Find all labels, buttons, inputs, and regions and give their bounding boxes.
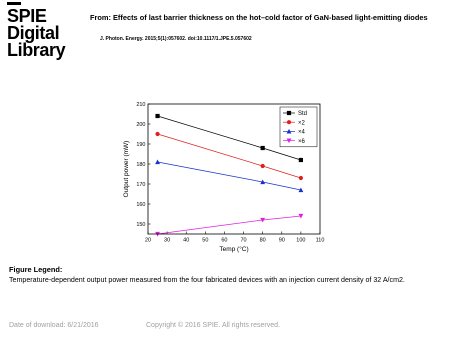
x-tick-label: 30 xyxy=(164,237,171,244)
data-point xyxy=(261,146,265,150)
data-point xyxy=(299,176,303,180)
x-tick-label: 60 xyxy=(221,237,228,244)
x-tick-label: 100 xyxy=(296,237,306,244)
download-date: Date of download: 6/21/2016 xyxy=(9,322,99,329)
logo-line-3: Library xyxy=(7,40,66,60)
y-tick-label: 160 xyxy=(136,202,146,208)
x-tick-label: 110 xyxy=(315,237,325,244)
spie-logo xyxy=(7,2,87,59)
logo-bar xyxy=(7,2,21,5)
x-tick-label: 70 xyxy=(240,237,247,244)
output-power-chart xyxy=(118,96,334,256)
article-title: From: Effects of last barrier thickness on the hot–cold factor of GaN-based light-emitting diodes xyxy=(90,13,428,22)
data-point xyxy=(155,114,159,118)
legend-label: ×6 xyxy=(298,138,305,145)
logo-line-2: Digital xyxy=(7,23,60,43)
figure-legend-heading: Figure Legend: xyxy=(9,265,63,274)
x-tick-label: 90 xyxy=(278,237,285,244)
legend-marker xyxy=(287,120,291,124)
series-4 xyxy=(155,214,303,237)
y-tick-label: 180 xyxy=(136,162,146,168)
data-point xyxy=(155,160,160,165)
legend-label: ×2 xyxy=(298,120,305,127)
y-tick-label: 150 xyxy=(136,222,146,228)
figure-caption: Temperature-dependent output power measured from the four fabricated devices with an injection current density of 32 A/cm2. xyxy=(9,276,405,284)
legend-marker xyxy=(287,111,291,115)
chart-legend xyxy=(280,107,317,147)
logo-line-1: SPIE xyxy=(7,6,47,26)
copyright-notice: Copyright © 2016 SPIE. All rights reserved. xyxy=(146,322,280,329)
x-tick-label: 20 xyxy=(144,237,152,244)
y-tick-label: 200 xyxy=(136,122,146,128)
article-citation: J. Photon. Energy. 2015;5(1):057602. doi:10.1117/1.JPE.5.057602 xyxy=(100,36,252,42)
data-point xyxy=(155,132,159,136)
legend-label: Std xyxy=(298,111,308,118)
x-tick-label: 80 xyxy=(259,237,266,244)
series-line xyxy=(158,116,301,160)
x-tick-label: 40 xyxy=(183,237,190,244)
y-axis-label: Output power (mW) xyxy=(123,140,130,198)
series-line xyxy=(158,134,301,178)
series-3 xyxy=(155,160,303,193)
x-axis-label: Temp (°C) xyxy=(219,246,249,253)
legend-label: ×4 xyxy=(298,129,305,136)
y-tick-label: 170 xyxy=(136,182,146,188)
series-line xyxy=(158,216,301,234)
y-tick-label: 210 xyxy=(136,102,146,108)
data-point xyxy=(299,158,303,162)
data-point xyxy=(261,164,265,168)
series-line xyxy=(158,162,301,190)
y-tick-label: 190 xyxy=(136,142,146,148)
x-tick-label: 50 xyxy=(202,237,209,244)
